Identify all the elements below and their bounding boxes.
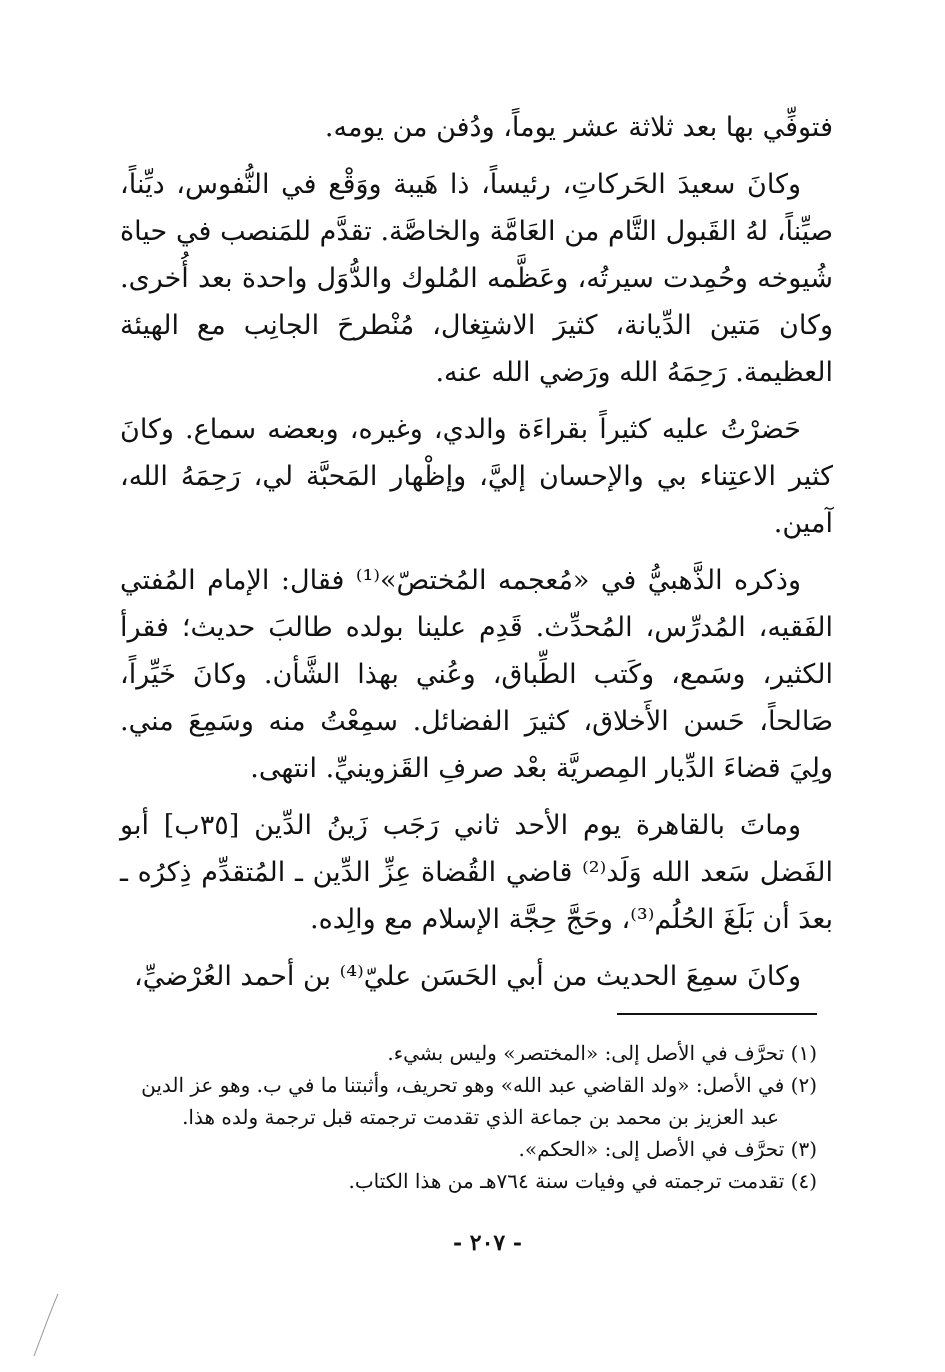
footnote-2-continuation-text: عبد العزيز بن محمد بن جماعة الذي تقدمت ترجمته قبل ترجمة ولده هذا. [182,1105,779,1129]
page-number: - ٢٠٧ - [452,1230,523,1256]
footnote-2: (٢) في الأصل: «ولد القاضي عبد الله» وهو تحريف، وأثبتنا ما في ب. وهو عز الدين [141,1073,817,1097]
footnote-2-continuation [122,1101,817,1133]
page-edge-mark [28,1290,68,1360]
paragraph-4: وذكره الذَّهبيُّ في «مُعجمه المُختصّ»⁽¹⁾ فقال: الإمام المُفتي الفَقيه، المُدرِّس، المُحدِّث. قَدِم علينا بولده طالبَ حديث؛ فقرأ الكثير، وسَمع، وكَتب الطِّباق، وعُني بهذا الشَّأن. وكانَ خَيِّراً، صَالحاً، حَسن الأَخلاق، كثيرَ الفضائل. سمِعْتُ منه وسَمِعَ مني. ولِيَ قضاءَ الدِّيار المِصريَّة بعْد صرفِ القَزوينيِّ. انتهى. [120,565,833,784]
paragraph-3: حَضرْتُ عليه كثيراً بقراءَة والدي، وغيره، وبعضه سماع. وكانَ كثير الاعتِناء بي والإحسان إليَّ، وإظْهار المَحبَّة لي، رَحِمَهُ الله، آمين. [120,414,833,539]
paragraph-1: فتوفِّي بها بعد ثلاثة عشر يوماً، ودُفن من يومه. [324,112,833,143]
footnote-3: (٣) تحرَّف في الأصل إلى: «الحكم». [518,1137,817,1161]
paragraph-2: وكانَ سعيدَ الحَركاتِ، رئيساً، ذا هَيبة ووَقْع في النُّفوس، ديِّناً، صيِّناً، لهُ القَبول التَّام من العَامَّة والخاصَّة. تقدَّم للمَنصب في حياة شُيوخه وحُمِدت سيرتُه، وعَظَّمه المُلوك والدُّوَل واحدة بعد أُخرى. وكان مَتين الدِّيانة، كثيرَ الاشتِغال، مُنْطرحَ الجانِب مع الهيئة العظيمة. رَحِمَهُ الله ورَضي الله عنه. [120,169,833,388]
paragraph-5: وماتَ بالقاهرة يوم الأحد ثاني رَجَب زَينُ الدِّين [٣٥ب] أبو الفَضل سَعد الله وَلَد⁽²⁾ قاضي القُضاة عِزِّ الدِّين ـ المُتقدِّم ذِكرُه ـ بعدَ أن بَلَغَ الحُلُم⁽³⁾، وحَجَّ حِجَّة الإسلام مع والِده. [120,810,834,935]
footnote-1: (١) تحرَّف في الأصل إلى: «المختصر» وليس بشيء. [387,1041,817,1065]
footnotes [122,1037,817,1197]
paragraph-6: وكانَ سمِعَ الحديث من أبي الحَسَن عليّ⁽⁴⁾ بن أحمد العُرْضيِّ، [134,961,801,992]
main-text [120,104,833,1010]
footnote-divider [617,1013,817,1015]
footnote-4: (٤) تقدمت ترجمته في وفيات سنة ٧٦٤هـ من هذا الكتاب. [348,1169,817,1193]
